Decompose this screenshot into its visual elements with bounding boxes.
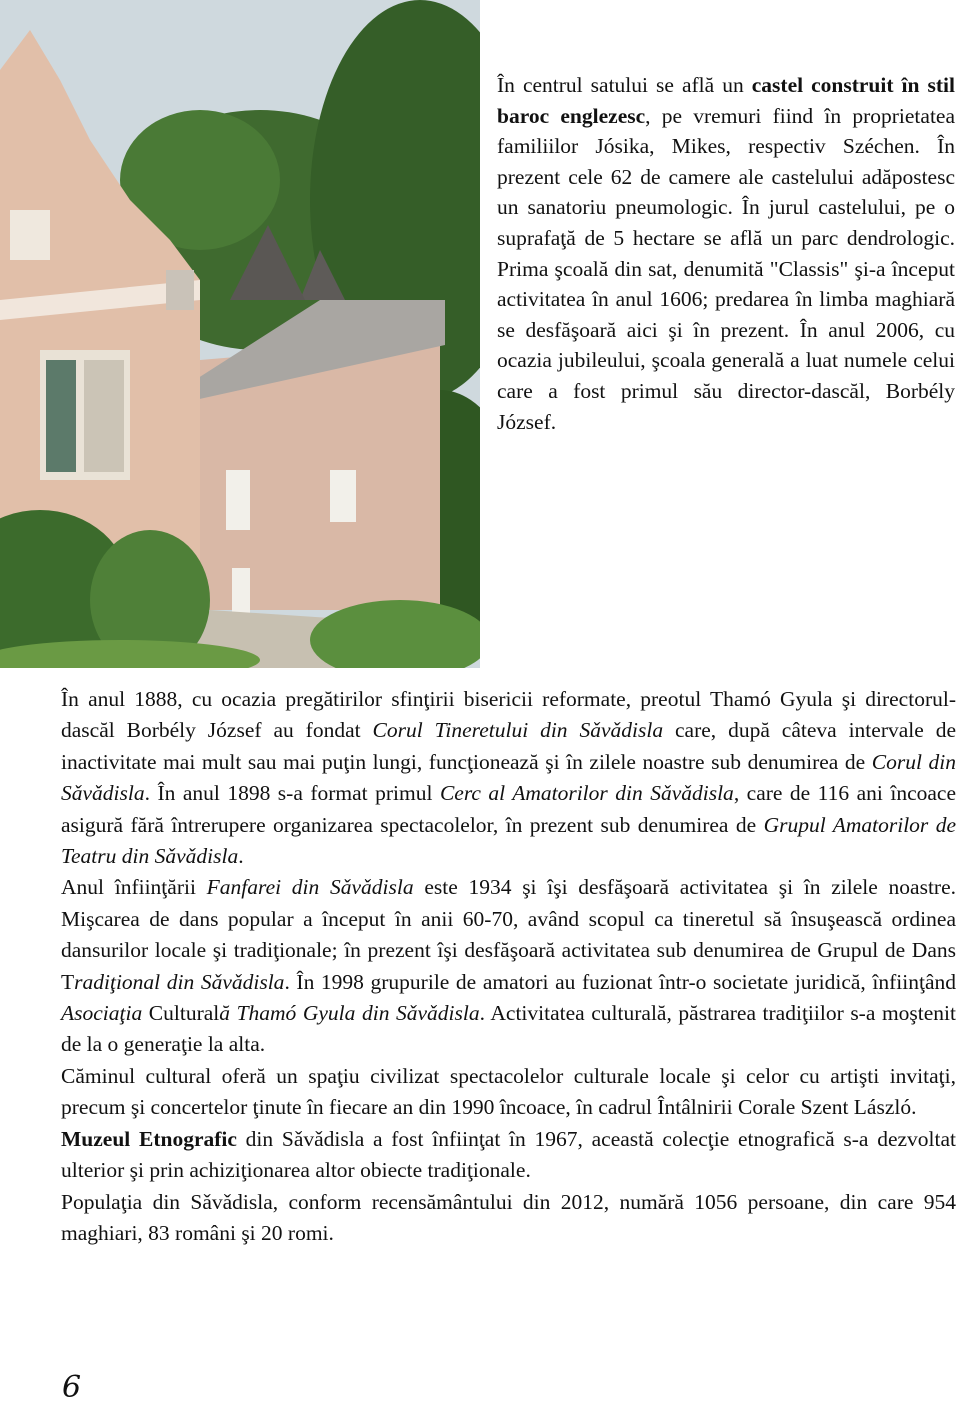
text-segment: .: [238, 844, 244, 869]
italic-name: Cerc al Amatorilor din Sǎvǎdisla: [439, 781, 734, 806]
italic-name: Fanfarei din Sǎvǎdisla: [206, 875, 414, 900]
choir-paragraph: [61, 684, 956, 872]
main-body-text: [61, 684, 956, 1249]
emphasis-museum: Muzeul Etnografic: [61, 1126, 237, 1151]
cultural-center-paragraph: Căminul cultural oferă un spaţiu civilizat spectacolelor culturale locale şi celor cu artişti invitaţi, precum şi concertelor ţinute în fiecare an din 1990 încoace, în cadrul Întâlnirii Corale Szent László.: [61, 1063, 956, 1120]
italic-name: radiţional din Sǎvǎdisla: [74, 969, 285, 994]
emphasis-castle: castel construit în stil baroc englezesc: [497, 73, 955, 128]
text-segment: este 1934 şi îşi desfăşoară activitatea şi în zilele noastre. Mişcarea de dans popular a început în anii 60-70, având scopul ca tineretul să însuşească ordinea dansurilor locale şi tradiţionale; în prezent îşi desfăşoară activitatea sub denumirea de Grupul de Dans T: [61, 875, 956, 994]
text-segment: Cultural: [142, 1001, 220, 1026]
italic-name: Asociaţia: [61, 1001, 143, 1026]
text-segment: . Activitatea culturală, păstrarea tradiţiilor s-a moştenit de la o generaţie la alta.: [61, 1001, 957, 1057]
museum-paragraph: [61, 1124, 956, 1187]
school-paragraph: Prima şcoală din sat, denumită "Classis" şi-a început activitatea în anul 1606; predarea în limba maghiară se desfăşoară aici şi în prezent. În anul 2006, cu ocazia jubileului, şcoala generală a luat numele celui care a fost primul său director-dascăl, Borbély József.: [497, 256, 955, 434]
italic-name: Corul Tineretului din Sǎvǎdisla: [372, 718, 664, 743]
text-segment: În anul 1888, cu ocazia pregătirilor sfinţirii bisericii reformate, preotul Thamó Gyula şi directorul-dascăl Borbély József au fondat: [61, 687, 956, 743]
text-segment: În centrul satului se află un: [497, 73, 752, 97]
text-segment: , pe vremuri fiind în proprietatea familiilor Jósika, Mikes, respectiv Széchen. În prezent cele 62 de camere ale castelului adăpostesc un sanatoriu pneumologic. În jurul castelului, pe o suprafaţă de 5 hectare se află un parc dendrologic.: [497, 103, 956, 250]
text-segment: . În anul 1898 s-a format primul: [144, 781, 440, 806]
italic-name: ă Thamó Gyula din Sǎvǎdisla: [219, 1001, 480, 1026]
text-segment: . În 1998 grupurile de amatori au fuzionat într-o societate juridică, înfiinţând: [284, 969, 957, 994]
castle-photo: [0, 0, 480, 668]
page-number: 6: [62, 1370, 82, 1405]
italic-name: Grupul Amatorilor de Teatru din Sǎvǎdisla: [61, 812, 957, 869]
italic-name: Corul din Sǎvǎdisla: [61, 749, 956, 806]
text-segment: din Sǎvǎdisla a fost înfiinţat în 1967, această colecţie etnografică s-a dezvoltat ulterior şi prin achiziţionarea altor obiecte tradiţionale.: [61, 1126, 956, 1183]
text-segment: , care de 116 ani încoace asigură fără întrerupere organizarea spectacolelor, în prezent sub denumirea de: [61, 781, 956, 837]
text-segment: care, după câteva intervale de inactivitate mai mult sau mai puţin lungi, funcţionează şi în zilele noastre sub denumirea de: [61, 718, 956, 774]
text-segment: Anul înfiinţării: [61, 875, 207, 900]
castle-paragraph: [497, 70, 955, 437]
brass-band-paragraph: [61, 872, 956, 1060]
population-paragraph: Populaţia din Sǎvǎdisla, conform recensământului din 2012, numără 1056 persoane, din care 954 maghiari, 83 români şi 20 romi.: [61, 1189, 956, 1245]
